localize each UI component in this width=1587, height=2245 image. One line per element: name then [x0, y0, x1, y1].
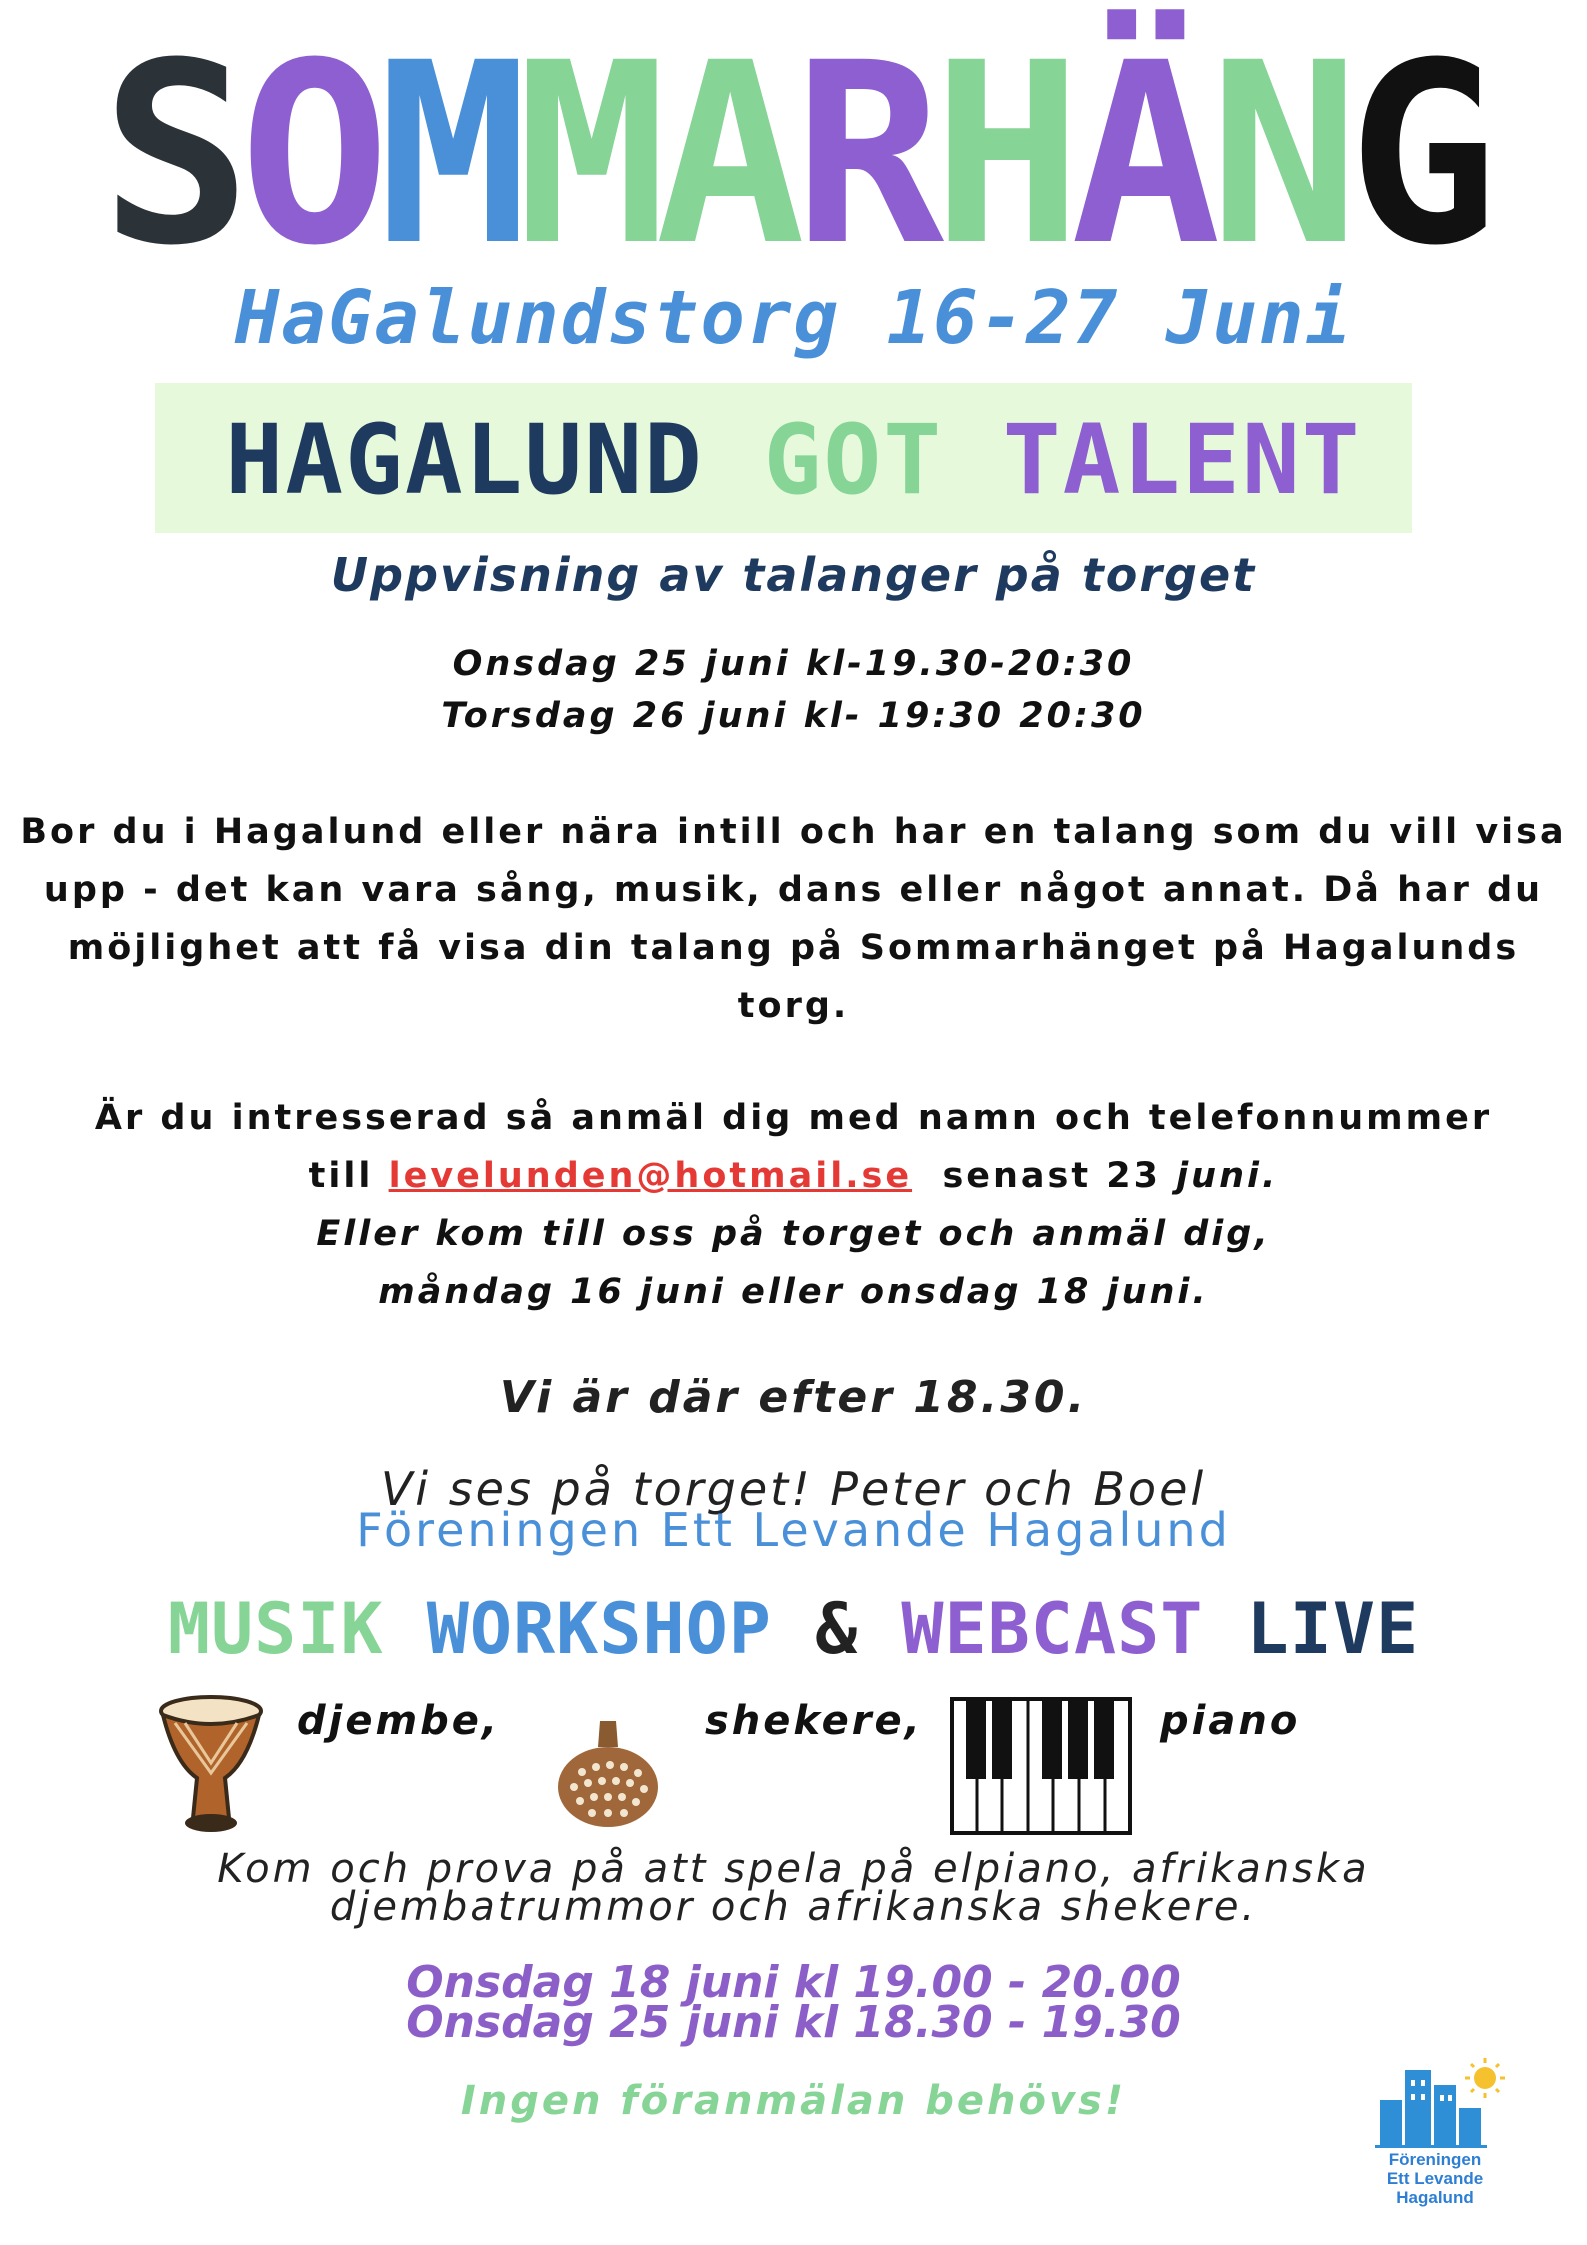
signup-till: till	[308, 1156, 374, 1196]
title-letter: S	[100, 9, 240, 300]
music-workshop-title	[0, 1588, 1587, 1670]
workshop-description	[0, 1846, 1587, 1930]
signup-info	[0, 1089, 1587, 1321]
logo-text-line: Hagalund	[1396, 2188, 1474, 2207]
workshop-dates	[0, 1957, 1587, 2048]
music-title-word: WEBCAST	[901, 1588, 1204, 1670]
see-you-note: Vi ses på torget! Peter och Boel	[380, 1462, 1207, 1516]
djembe-label: djembe,	[297, 1698, 501, 1744]
talent-date-2: Torsdag 26 juni kl- 19:30 20:30	[441, 696, 1146, 736]
djembe-icon	[155, 1693, 267, 1838]
organization-logo	[1365, 2050, 1505, 2230]
signup-line-4: måndag 16 juni eller onsdag 18 juni.	[378, 1272, 1209, 1312]
music-title-word: MUSIK	[167, 1588, 384, 1670]
workshop-description-line: Kom och prova på att spela på elpiano, afrikanska	[217, 1846, 1370, 1892]
talent-title-word-hagalund: HAGALUND	[225, 404, 704, 516]
title-letter: M	[516, 9, 655, 300]
event-subtitle: HaGalundstorg 16-27 Juni	[234, 275, 1353, 361]
signup-line-3: Eller kom till oss på torget och anmäl dig,	[316, 1214, 1271, 1254]
title-letter: O	[239, 9, 378, 300]
piano-keys-icon	[950, 1697, 1132, 1835]
title-letter: Ä	[1070, 9, 1210, 300]
buildings-sun-icon	[1365, 2050, 1505, 2150]
piano-label: piano	[1160, 1698, 1301, 1744]
organization-name: Föreningen Ett Levande Hagalund	[356, 1503, 1231, 1557]
talent-title	[0, 400, 1587, 520]
description-line: Bor du i Hagalund eller nära intill och har en talang som du vill visa	[20, 812, 1567, 852]
logo-text-line: Ett Levande	[1386, 2169, 1484, 2188]
presence-note: Vi är där efter 18.30.	[499, 1372, 1088, 1423]
title-letter: H	[932, 9, 1071, 300]
music-title-word: WORKSHOP	[426, 1588, 772, 1670]
shekere-label: shekere,	[705, 1698, 923, 1744]
title-letter: M	[377, 9, 517, 300]
title-letter: A	[654, 9, 794, 300]
music-title-word: &	[815, 1588, 859, 1670]
workshop-description-line: djembatrummor och afrikanska shekere.	[329, 1884, 1258, 1930]
description-line: möjlighet att få visa din talang på Sommarhänget på Hagalunds	[67, 928, 1520, 968]
title-letter: G	[1347, 9, 1487, 300]
description-line: torg.	[737, 986, 850, 1026]
poster-title	[0, 9, 1587, 300]
workshop-date-1: Onsdag 18 juni kl 19.00 - 20.00	[406, 1957, 1181, 2008]
title-letter: N	[1209, 9, 1348, 300]
music-title-word: LIVE	[1246, 1588, 1420, 1670]
workshop-date-2: Onsdag 25 juni kl 18.30 - 19.30	[406, 1997, 1181, 2048]
talent-description	[0, 803, 1587, 1035]
no-registration-note: Ingen föranmälan behövs!	[460, 2078, 1127, 2124]
signup-deadline-suffix: juni.	[1176, 1156, 1279, 1196]
email-link[interactable]: levelunden@hotmail.se	[388, 1156, 913, 1196]
description-line: upp - det kan vara sång, musik, dans eller något annat. Då har du	[43, 870, 1544, 910]
talent-date-1: Onsdag 25 juni kl-19.30-20:30	[452, 644, 1135, 684]
signup-line-1: Är du intresserad så anmäl dig med namn och telefonnummer	[94, 1098, 1493, 1138]
signup-deadline-prefix: senast 23	[942, 1156, 1161, 1196]
talent-dates	[0, 638, 1587, 742]
talent-title-word-talent: TALENT	[1002, 404, 1362, 516]
signup-line-2	[0, 1147, 1587, 1205]
title-letter: R	[793, 9, 933, 300]
talent-subtitle: Uppvisning av talanger på torget	[330, 548, 1257, 602]
logo-text-line: Föreningen	[1388, 2150, 1482, 2169]
talent-title-word-got: GOT	[763, 404, 943, 516]
shekere-icon	[552, 1717, 664, 1829]
